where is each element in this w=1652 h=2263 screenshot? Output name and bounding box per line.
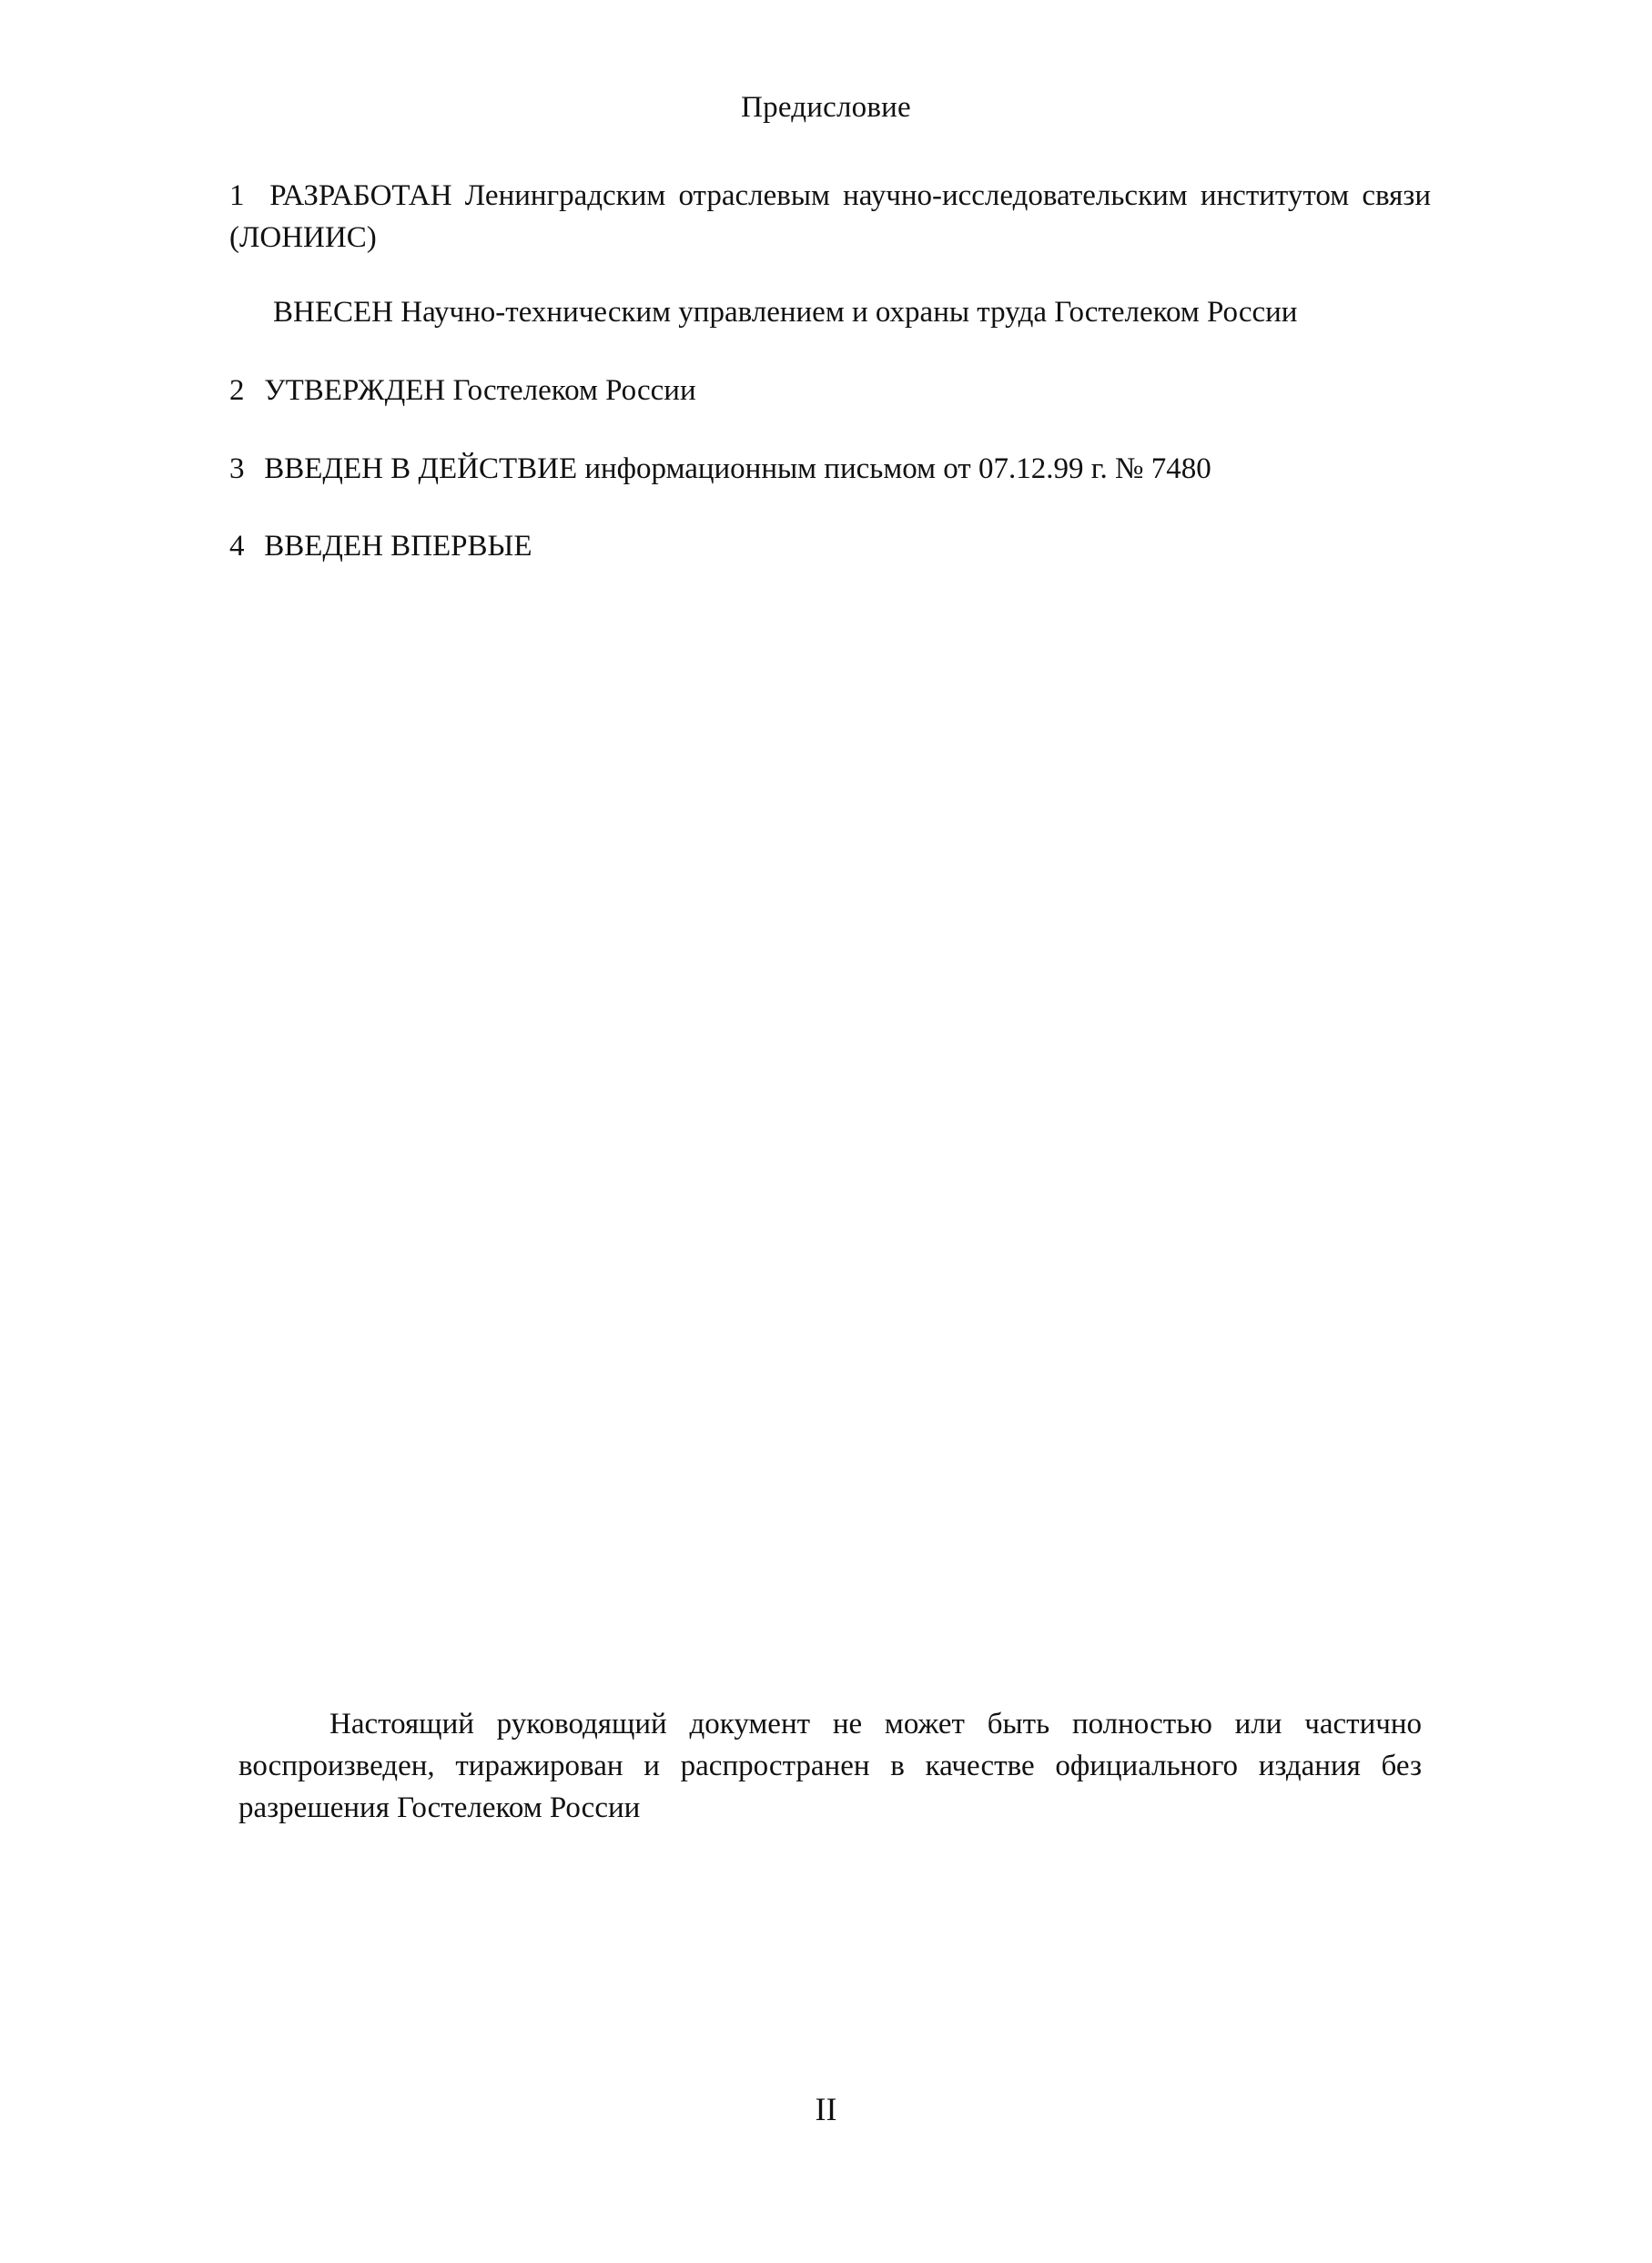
page-title: Предисловие	[741, 91, 911, 124]
item-keyword: ВНЕСЕН	[273, 296, 393, 329]
item-keyword: УТВЕРЖДЕН	[264, 374, 446, 407]
item-keyword: ВВЕДЕН В ДЕЙСТВИЕ	[264, 452, 578, 485]
item-text: информационным письмом от 07.12.99 г. № 7480	[584, 452, 1211, 485]
item-number: 1	[229, 179, 245, 212]
item-keyword: ВВЕДЕН ВПЕРВЫЕ	[264, 530, 532, 563]
item-put-into-effect	[229, 448, 1413, 490]
item-number: 2	[229, 374, 245, 407]
item-first-introduced	[229, 525, 1413, 567]
item-text: Гостелеком России	[452, 374, 696, 407]
item-keyword: РАЗРАБОТАН	[269, 179, 452, 212]
item-number: 4	[229, 530, 245, 563]
page-number: II	[815, 2091, 837, 2127]
item-approved	[229, 370, 1413, 411]
copyright-notice: Настоящий руководящий документ не может быть полностью или частично воспроизведен, тиражирован и распространен в качестве официального издания без разрешения Гостелеком России	[238, 1708, 1422, 1824]
item-number: 3	[229, 452, 245, 485]
item-developed	[229, 175, 1431, 259]
item-text: Научно-техническим управлением и охраны труда Гостелеком России	[400, 296, 1298, 329]
item-introduced-by	[273, 291, 1438, 333]
item-text: Ленинградским отраслевым научно-исследовательским институтом связи (ЛОНИИС)	[229, 179, 1431, 254]
